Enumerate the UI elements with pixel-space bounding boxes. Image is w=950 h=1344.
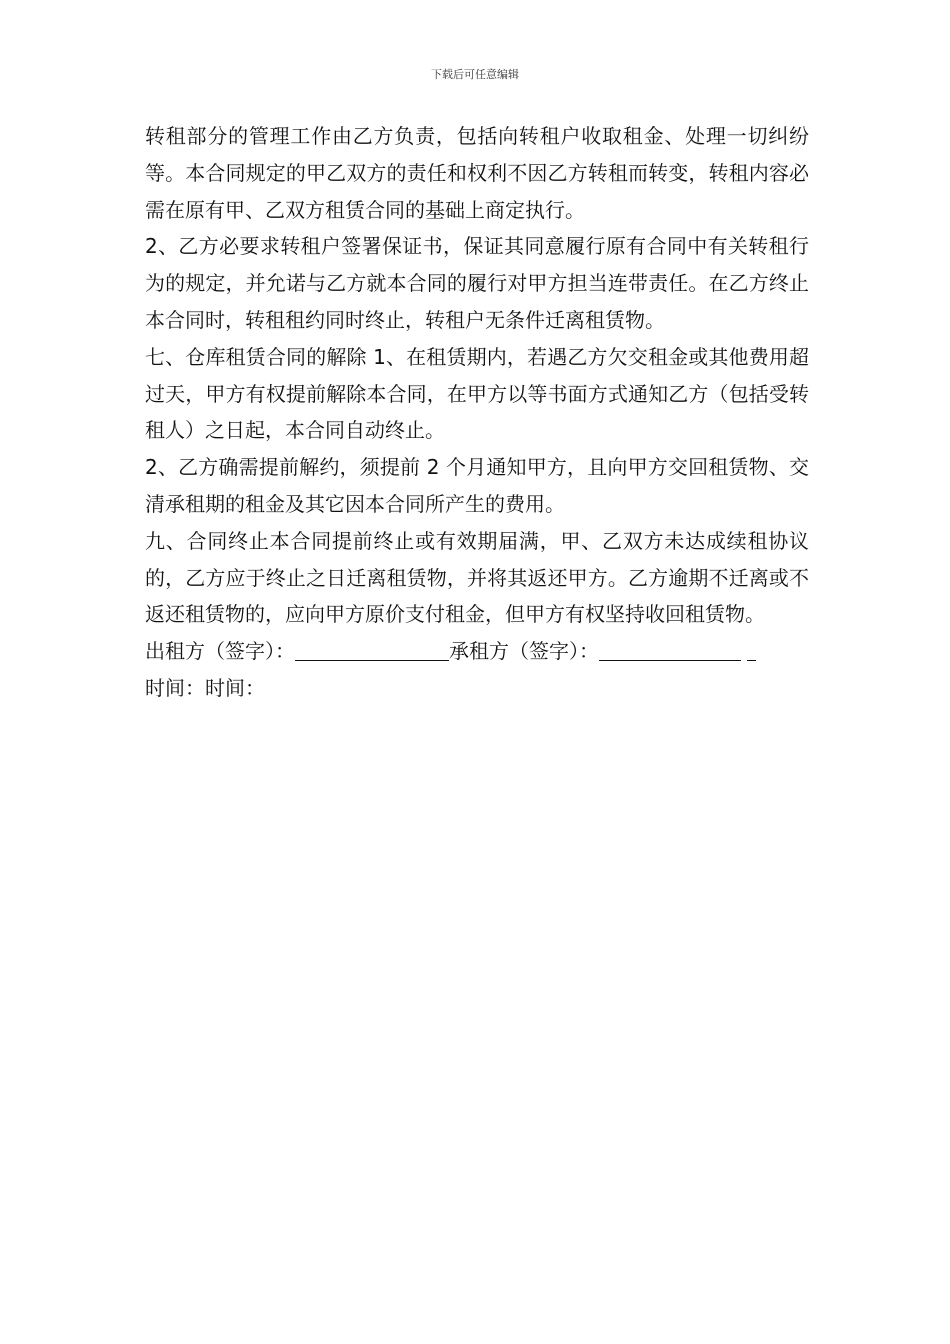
paragraph-sublease-guarantee: 2、乙方必要求转租户签署保证书，保证其同意履行原有合同中有关转租行为的规定，并允诺与乙方就本合同的履行对甲方担当连带责任。在乙方终止本合同时，转租租约同时终止，转租户无条件迁离租赁物。 bbox=[145, 234, 809, 332]
lessee-signature-blank-overflow bbox=[747, 636, 756, 661]
lessee-signature-label: 承租方（签字）： bbox=[449, 639, 599, 664]
lessor-signature-label: 出租方（签字）： bbox=[145, 639, 295, 664]
paragraph-sublease-management: 转租部分的管理工作由乙方负责，包括向转租户收取租金、处理一切纠纷等。本合同规定的甲乙双方的责任和权利不因乙方转租而转变，转租内容必需在原有甲、乙双方租赁合同的基础上商定执行。 bbox=[145, 124, 809, 222]
paragraph-early-termination: 2、乙方确需提前解约，须提前 2 个月通知甲方，且向甲方交回租赁物、交清承租期的租金及其它因本合同所产生的费用。 bbox=[145, 455, 809, 516]
document-body bbox=[145, 118, 809, 707]
page-header-note: 下载后可任意编辑 bbox=[431, 68, 519, 81]
paragraph-contract-termination: 七、仓库租赁合同的解除 1、在租赁期内，若遇乙方欠交租金或其他费用超过天，甲方有权提前解除本合同，在甲方以等书面方式通知乙方（包括受转租人）之日起，本合同自动终止。 bbox=[145, 344, 809, 443]
lessor-signature-blank[interactable] bbox=[295, 636, 449, 661]
signature-line bbox=[145, 633, 809, 670]
paragraph-contract-end: 九、合同终止本合同提前终止或有效期届满，甲、乙双方未达成续租协议的，乙方应于终止之日迁离租赁物，并将其返还甲方。乙方逾期不迁离或不返还租赁物的，应向甲方原价支付租金，但甲方有权坚持收回租赁物。 bbox=[145, 528, 809, 627]
time-line: 时间：时间： bbox=[145, 675, 265, 700]
lessee-signature-blank[interactable] bbox=[599, 636, 741, 661]
